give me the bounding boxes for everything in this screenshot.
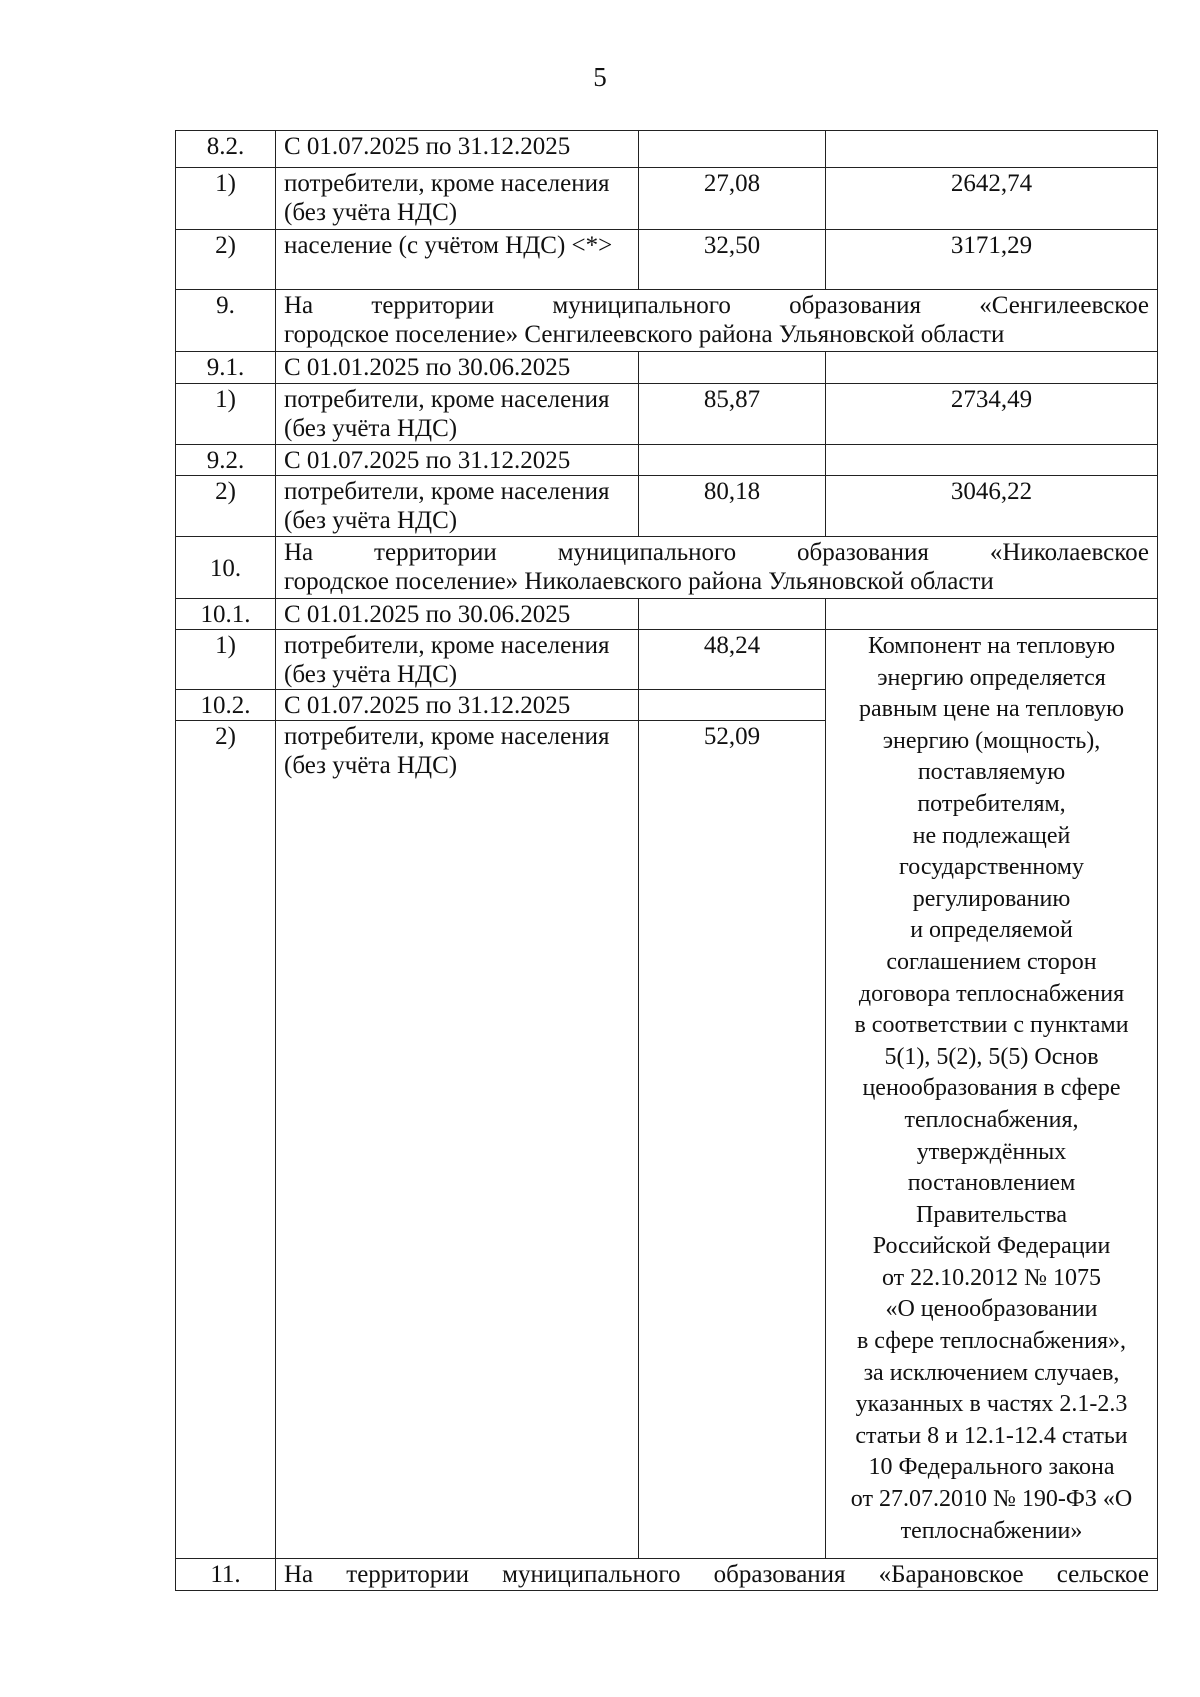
note-line: и определяемой: [910, 917, 1073, 944]
note-line: государственному: [899, 854, 1084, 881]
table-row: [176, 384, 1158, 445]
note-line: ценообразования в сфере: [862, 1075, 1121, 1102]
note-line: от 27.07.2010 № 190-ФЗ «О: [850, 1486, 1133, 1513]
note-line: в сфере теплоснабжения»,: [856, 1328, 1127, 1355]
row-number: 10.2.: [176, 690, 276, 721]
note-line: регулированию: [912, 885, 1071, 912]
empty-cell: [639, 445, 826, 476]
period-label: С 01.07.2025 по 31.12.2025: [276, 131, 639, 168]
consumer-label: потребители, кроме населения (без учёта НДС): [276, 630, 639, 690]
table-row: [176, 168, 1158, 230]
territory-line: городское поселение» Сенгилеевского района Ульяновской области: [284, 321, 1005, 348]
note-line: равным цене на тепловую: [858, 696, 1125, 723]
row-number: 10.: [176, 537, 276, 599]
territory-header: [276, 290, 1158, 352]
row-number: 11.: [176, 1559, 276, 1591]
row-number: 1): [176, 168, 276, 230]
empty-cell: [639, 131, 826, 168]
note-line: указанных в частях 2.1-2.3: [855, 1391, 1128, 1418]
row-number: 9.: [176, 290, 276, 352]
note-line: постановлением: [907, 1170, 1076, 1197]
period-label: С 01.01.2025 по 30.06.2025: [276, 352, 639, 384]
heat-energy-component: 3171,29: [826, 230, 1158, 290]
row-number: 1): [176, 384, 276, 445]
note-line: утверждённых: [916, 1138, 1067, 1165]
cold-water-component: 80,18: [639, 476, 826, 537]
territory-line: На территории муниципального образования «Николаевское: [284, 539, 1149, 566]
table-row: [176, 630, 1158, 690]
note-line: за исключением случаев,: [863, 1359, 1120, 1386]
cold-water-component: 52,09: [639, 721, 826, 1559]
heat-energy-component: 3046,22: [826, 476, 1158, 537]
period-label: С 01.01.2025 по 30.06.2025: [276, 599, 639, 630]
empty-cell: [826, 131, 1158, 168]
table-row: [176, 599, 1158, 630]
note-line: энергию (мощность),: [882, 727, 1101, 754]
table-row: [176, 1559, 1158, 1591]
heat-component-note: [826, 630, 1158, 1559]
cold-water-component: 32,50: [639, 230, 826, 290]
empty-cell: [639, 352, 826, 384]
row-number: 2): [176, 230, 276, 290]
table-row: [176, 476, 1158, 537]
territory-line: На территории муниципального образования «Барановское сельское: [284, 1561, 1149, 1588]
note-line: Российской Федерации: [872, 1233, 1111, 1260]
note-line: от 22.10.2012 № 1075: [881, 1264, 1102, 1291]
row-number: 2): [176, 721, 276, 1559]
table-row: [176, 131, 1158, 168]
note-line: не подлежащей: [912, 822, 1071, 849]
note-line: потребителям,: [917, 790, 1066, 817]
note-line: 10 Федерального закона: [868, 1454, 1115, 1481]
territory-line: городское поселение» Николаевского района Ульяновской области: [284, 568, 994, 595]
territory-header: [276, 537, 1158, 599]
heat-energy-component: 2642,74: [826, 168, 1158, 230]
note-line: энергию определяется: [877, 664, 1106, 691]
empty-cell: [826, 352, 1158, 384]
territory-line: На территории муниципального образования «Сенгилеевское: [284, 292, 1149, 319]
empty-cell: [826, 445, 1158, 476]
territory-header: [276, 1559, 1158, 1591]
heat-energy-component: 2734,49: [826, 384, 1158, 445]
note-line: поставляемую: [917, 759, 1066, 786]
consumer-label: потребители, кроме населения (без учёта НДС): [276, 721, 639, 1559]
empty-cell: [826, 599, 1158, 630]
note-line: Правительства: [915, 1201, 1068, 1228]
note-line: теплоснабжении»: [900, 1517, 1083, 1544]
cold-water-component: 85,87: [639, 384, 826, 445]
cold-water-component: 27,08: [639, 168, 826, 230]
note-line: соглашением сторон: [886, 948, 1097, 975]
note-line: теплоснабжения,: [904, 1106, 1079, 1133]
note-line: Компонент на тепловую: [867, 633, 1116, 659]
note-line: 5(1), 5(2), 5(5) Основ: [884, 1043, 1099, 1070]
period-label: С 01.07.2025 по 31.12.2025: [276, 690, 639, 721]
note-line: статьи 8 и 12.1-12.4 статьи: [855, 1422, 1128, 1449]
table-row: [176, 352, 1158, 384]
empty-cell: [639, 690, 826, 721]
consumer-label: население (с учётом НДС) <*>: [276, 230, 639, 290]
empty-cell: [639, 599, 826, 630]
row-number: 9.2.: [176, 445, 276, 476]
table-row: [176, 445, 1158, 476]
table-row: [176, 537, 1158, 599]
row-number: 8.2.: [176, 131, 276, 168]
tariff-table: [175, 130, 1158, 1591]
note-line: в соответствии с пунктами: [854, 1012, 1129, 1039]
note-line: «О ценообразовании: [885, 1296, 1098, 1323]
row-number: 10.1.: [176, 599, 276, 630]
page-number: 5: [593, 62, 607, 92]
table-row: [176, 230, 1158, 290]
row-number: 2): [176, 476, 276, 537]
row-number: 1): [176, 630, 276, 690]
table-row: [176, 290, 1158, 352]
consumer-label: потребители, кроме населения (без учёта НДС): [276, 384, 639, 445]
note-line: договора теплоснабжения: [858, 980, 1125, 1007]
row-number: 9.1.: [176, 352, 276, 384]
period-label: С 01.07.2025 по 31.12.2025: [276, 445, 639, 476]
consumer-label: потребители, кроме населения (без учёта НДС): [276, 168, 639, 230]
consumer-label: потребители, кроме населения (без учёта НДС): [276, 476, 639, 537]
cold-water-component: 48,24: [639, 630, 826, 690]
